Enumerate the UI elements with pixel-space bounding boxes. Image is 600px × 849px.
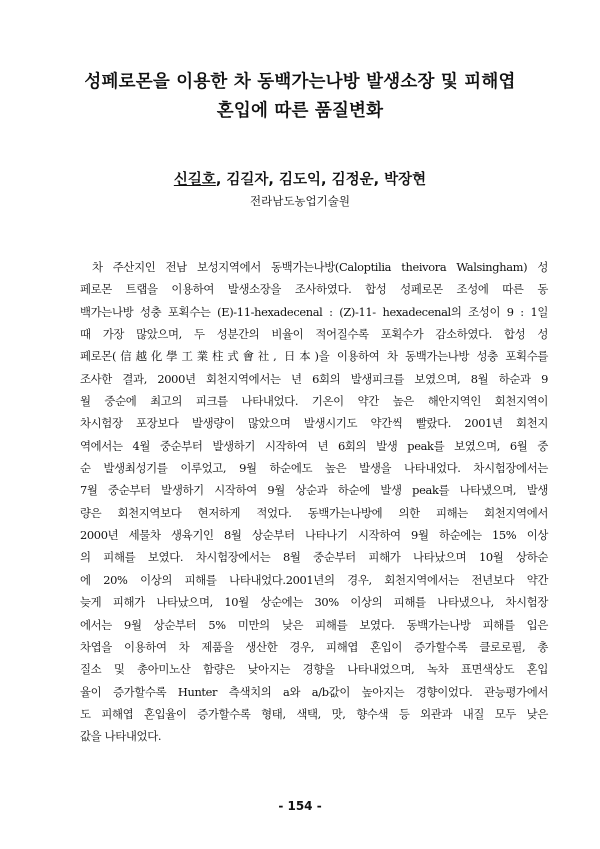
abstract-line: 차 주산지인 전남 보성지역에서 동백가는나방(Caloptilia theivora Walsingham) 성 [92,260,548,274]
abstract-line: 백가는나방 성충 포획수는 (E)-11-hexadecenal : (Z)-11- hexadecenal의 조성이 9 : 1일 [80,304,548,319]
page-number: - 154 - [278,799,322,813]
abstract-body [80,256,548,748]
presenting-author: 신길호 [173,172,216,188]
abstract-line: 때 가장 많았으며, 두 성분간의 비율이 적어질수록 포획수가 감소하였다. 합성 성 [80,327,548,342]
affiliation: 전라남도농업기술원 [250,194,350,208]
abstract-line: 7월 중순부터 발생하기 시작하여 9월 상순과 하순에 발생 peak를 나타냈으며, 발생 [80,483,548,498]
abstract-line: 역에서는 4월 중순부터 발생하기 시작하여 년 6회의 발생 peak를 보였으며, 6월 중 [80,438,548,453]
abstract-line: 조사한 결과, 2000년 회천지역에서는 년 6회의 발생피크를 보였으며, 8월 하순과 9 [80,371,548,386]
abstract-line: 늦게 피해가 나타났으며, 10월 상순에는 30% 이상의 피해를 나타냈으나, 차시험장 [80,595,548,610]
abstract-line: 차엽을 이용하여 차 제품을 생산한 경우, 피해엽 혼입이 증가할수록 클로로필, 총 [80,639,548,654]
abstract-line: 차시험장 포장보다 발생량이 많았으며 발생시기도 약간씩 빨랐다. 2001년 회천지 [80,416,548,431]
abstract-line: 량은 회천지역보다 현저하게 적었다. 동백가는나방에 의한 피해는 회천지역에서 [80,505,548,520]
abstract-line: 월 중순에 최고의 피크를 나타내었다. 기온이 약간 높은 해안지역인 회천지역이 [80,394,548,409]
abstract-line: 페로몬(信越化學工業柱式會社, 日本)을 이용하여 차 동백가는나방 성충 포획수를 [80,349,548,364]
abstract-line: 값을 나타내었다. [80,729,162,744]
abstract-line: 질소 및 총아미노산 함량은 낮아지는 경향을 나타내었으며, 녹차 표면색상도 혼입 [80,662,548,677]
abstract-line: 도 피해엽 혼입율이 증가할수록 형태, 색택, 맛, 향수색 등 외관과 내질 모두 낮은 [80,706,548,721]
abstract-line: 2000년 세물차 생육기인 8월 상순부터 나타나기 시작하여 9월 하순에는 15% 이상 [80,528,548,543]
abstract-line: 페로몬 트랩을 이용하여 발생소장을 조사하였다. 합성 성페로몬 조성에 따른 동 [80,282,548,297]
co-authors: , 김길자, 김도익, 김정운, 박장현 [215,172,427,188]
abstract-line: 에 20% 이상의 피해를 나타내었다.2001년의 경우, 회천지역에서는 전년보다 약간 [80,572,548,587]
paper-title-line-2: 혼입에 따른 품질변화 [216,101,384,121]
abstract-line: 에서는 9월 상순부터 5% 미만의 낮은 피해를 보였다. 동백가는나방 피해를 입은 [80,617,548,632]
author-list [0,171,600,189]
paper-title-line-1: 성페로몬을 이용한 차 동백가는나방 발생소장 및 피해엽 [84,72,516,92]
paper-title [40,68,560,126]
abstract-line: 의 피해를 보였다. 차시험장에서는 8월 중순부터 피해가 나타났으며 10월 상하순 [80,550,548,565]
abstract-line: 순 발생최성기를 이루었고, 9월 하순에도 높은 발생을 나타내었다. 차시험장에서는 [80,461,548,476]
abstract-line: 율이 증가할수록 Hunter 측색치의 a와 a/b값이 높아지는 경향이었다. 관능평가에서 [80,684,548,699]
